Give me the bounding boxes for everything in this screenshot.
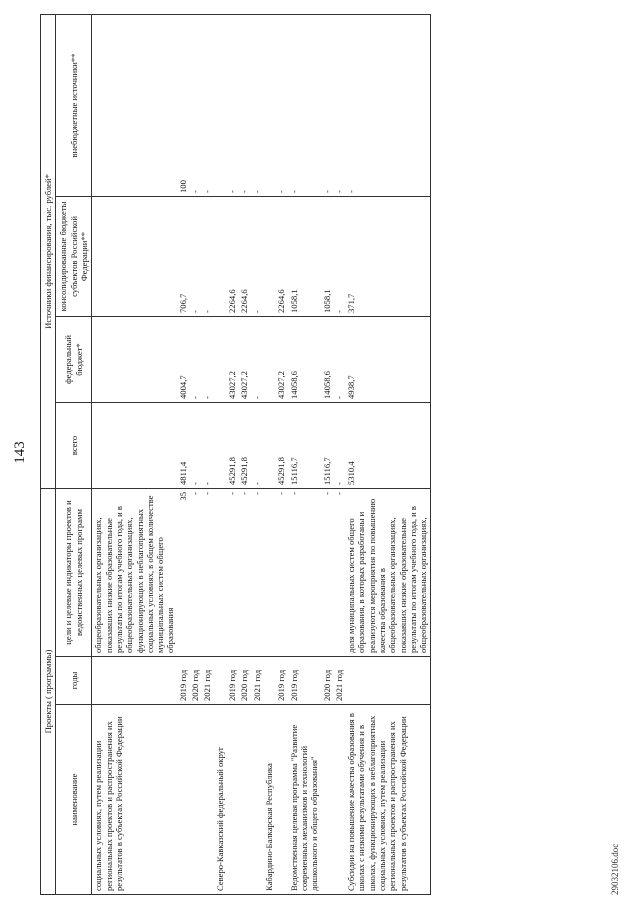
cell-federal: 4004,7 (177, 316, 189, 402)
cell-total: 15116,7 (321, 402, 333, 488)
table-row (321, 14, 333, 894)
cell-total: - (189, 402, 201, 488)
table-row (92, 14, 177, 894)
table-row (238, 14, 250, 894)
cell-total: 4811,4 (177, 402, 189, 488)
table-row (189, 14, 201, 894)
table-row (288, 14, 321, 894)
cell-extra: 100 (177, 14, 189, 196)
page-number: 143 (12, 441, 28, 464)
table-row (345, 14, 430, 894)
cell-federal: 14058,6 (321, 316, 333, 402)
cell-total (263, 402, 275, 488)
cell-federal (214, 316, 226, 402)
cell-year (345, 657, 430, 705)
cell-regional: 2264,6 (238, 196, 250, 316)
cell-regional: 2264,6 (275, 196, 287, 316)
cell-name (251, 705, 263, 895)
cell-regional: - (251, 196, 263, 316)
cell-goal: - (226, 488, 238, 656)
cell-total: - (333, 402, 345, 488)
table-row (201, 14, 213, 894)
cell-extra: - (345, 14, 430, 196)
cell-goal: - (321, 488, 333, 656)
cell-federal: 14058,6 (288, 316, 321, 402)
cell-goal: общеобразовательных организациях, показавших низкие образовательные результаты по итогам учебного года, и в общеобразовательных организациях, функционирующих в неблагоприятных социальных условиях, в общем количестве муниципальных систем общего образования (92, 488, 177, 656)
cell-regional: - (333, 196, 345, 316)
table-body (92, 14, 430, 894)
cell-federal: - (189, 316, 201, 402)
cell-federal: - (333, 316, 345, 402)
cell-name (333, 705, 345, 895)
cell-extra: - (321, 14, 333, 196)
header-regional: консолидированные бюджеты субъектов Российской Федерации** (56, 196, 92, 316)
cell-regional (92, 196, 177, 316)
cell-federal (263, 316, 275, 402)
cell-regional: 2264,6 (226, 196, 238, 316)
financing-table (40, 14, 431, 895)
table-row (214, 14, 226, 894)
cell-total (92, 402, 177, 488)
cell-goal: - (275, 488, 287, 656)
cell-regional: 371,7 (345, 196, 430, 316)
table-row (251, 14, 263, 894)
cell-regional: - (189, 196, 201, 316)
cell-year (214, 657, 226, 705)
cell-goal: - (333, 488, 345, 656)
cell-name: Кабардино-Балкарская Республика (263, 705, 275, 895)
table-row (177, 14, 189, 894)
cell-year: 2020 год (189, 657, 201, 705)
table-row (226, 14, 238, 894)
cell-year: 2019 год (288, 657, 321, 705)
cell-goal (214, 488, 226, 656)
cell-year: 2020 год (238, 657, 250, 705)
cell-goal: - (189, 488, 201, 656)
header-years: годы (56, 657, 92, 705)
cell-name (177, 705, 189, 895)
cell-name: социальных условиях, путем реализации региональных проектов и распространения их результатов в субъектах Российской Федерации (92, 705, 177, 895)
cell-regional: 1058,1 (288, 196, 321, 316)
cell-year: 2021 год (251, 657, 263, 705)
cell-regional: 706,7 (177, 196, 189, 316)
cell-regional (214, 196, 226, 316)
cell-goal (263, 488, 275, 656)
cell-regional: - (201, 196, 213, 316)
cell-goal: - (288, 488, 321, 656)
cell-year: 2019 год (226, 657, 238, 705)
cell-name (321, 705, 333, 895)
header-extra: внебюджетные источники** (56, 14, 92, 196)
cell-extra: - (201, 14, 213, 196)
cell-regional (263, 196, 275, 316)
cell-extra: - (238, 14, 250, 196)
cell-federal: 43027,2 (238, 316, 250, 402)
cell-federal: 43027,2 (226, 316, 238, 402)
table-row (263, 14, 275, 894)
table-header (41, 14, 92, 894)
cell-goal: 35 (177, 488, 189, 656)
header-projects-group: Проекты ( программы) (41, 488, 56, 894)
cell-year (92, 657, 177, 705)
cell-federal: 4938,7 (345, 316, 430, 402)
cell-year (263, 657, 275, 705)
cell-extra: - (333, 14, 345, 196)
cell-year: 2020 год (321, 657, 333, 705)
cell-total: - (251, 402, 263, 488)
cell-year: 2021 год (201, 657, 213, 705)
cell-name: Субсидии на повышение качества образования в школах с низкими результатами обучения и в школах, функционирующих в неблагоприятных социальных условиях, путем реализации региональных проектов и распространения их результатов в субъектах Российской Федерации (345, 705, 430, 895)
cell-total: 45291,8 (275, 402, 287, 488)
cell-total (214, 402, 226, 488)
header-total: всего (56, 402, 92, 488)
cell-goal: - (201, 488, 213, 656)
cell-extra: - (251, 14, 263, 196)
cell-extra (263, 14, 275, 196)
cell-name (201, 705, 213, 895)
cell-name: Северо-Кавказский федеральный округ (214, 705, 226, 895)
cell-year: 2021 год (333, 657, 345, 705)
cell-goal: доля муниципальных систем общего образования, в которых разработаны и реализуются мероприятия по повышению качества образования в общеобразовательных организациях, показавших низкие образовательные результаты по итогам учебного года, и в общеобразовательных организациях, (345, 488, 430, 656)
header-sources-group: Источники финансирования, тыс. рублей* (41, 14, 56, 488)
cell-total: 5310,4 (345, 402, 430, 488)
cell-extra: - (288, 14, 321, 196)
cell-extra (214, 14, 226, 196)
cell-goal: - (251, 488, 263, 656)
header-goals: цели и целевые индикаторы проектов и ведомственных целевых программ (56, 488, 92, 656)
cell-extra: - (226, 14, 238, 196)
cell-year: 2019 год (275, 657, 287, 705)
cell-name (189, 705, 201, 895)
cell-name (275, 705, 287, 895)
table-row (333, 14, 345, 894)
cell-name (226, 705, 238, 895)
cell-extra: - (189, 14, 201, 196)
cell-goal: - (238, 488, 250, 656)
cell-name (238, 705, 250, 895)
cell-regional: 1058,1 (321, 196, 333, 316)
cell-year: 2019 год (177, 657, 189, 705)
cell-federal (92, 316, 177, 402)
cell-total: 15116,7 (288, 402, 321, 488)
cell-name: Ведомственная целевая программа "Развитие современных механизмов и технологий дошкольного и общего образования" (288, 705, 321, 895)
header-federal: федеральный бюджет* (56, 316, 92, 402)
header-name: наименование (56, 705, 92, 895)
cell-federal: - (201, 316, 213, 402)
document-code: 29032106.doc (610, 843, 620, 895)
cell-total: - (201, 402, 213, 488)
table-row (275, 14, 287, 894)
cell-federal: - (251, 316, 263, 402)
cell-federal: 43027,2 (275, 316, 287, 402)
cell-extra: - (275, 14, 287, 196)
cell-extra (92, 14, 177, 196)
cell-total: 45291,8 (226, 402, 238, 488)
cell-total: 45291,8 (238, 402, 250, 488)
